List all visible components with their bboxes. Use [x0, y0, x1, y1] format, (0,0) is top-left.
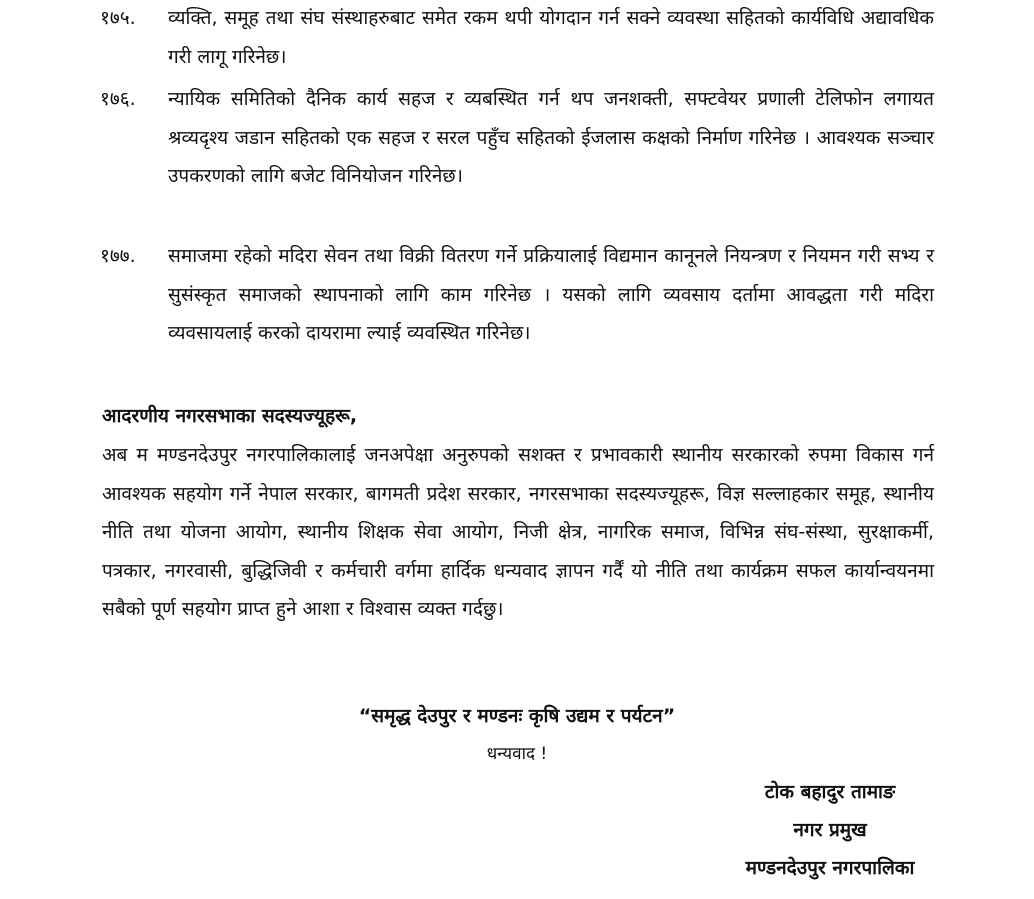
- slogan: “समृद्ध देउपुर र मण्डनः कृषि उद्यम र पर्यटन”: [358, 705, 676, 727]
- item-number: १७७.: [100, 245, 136, 267]
- item-text: समाजमा रहेको मदिरा सेवन तथा विक्री वितरण गर्ने प्रक्रियालाई विद्यमान कानूनले नियन्त्रण र नियमन गरी सभ्य र सुसंस्कृत समाजको स्थापनाको लागि काम गरिनेछ । यसको लागि व्यवसाय दर्तामा आवद्धता गरी मदिरा व्यवसायलाई करको दायरामा ल्याई व्यवस्थित गरिनेछ।: [168, 245, 934, 344]
- list-item: [100, 80, 934, 196]
- item-number: १७६.: [100, 88, 136, 110]
- thanks-text: धन्यवाद !: [486, 744, 548, 764]
- closing-paragraph: अब म मण्डनदेउपुर नगरपालिकालाई जनअपेक्षा अनुरुपको सशक्त र प्रभावकारी स्थानीय सरकारको रुपमा विकास गर्न आवश्यक सहयोग गर्ने नेपाल सरकार, बागमती प्रदेश सरकार, नगरसभाका सदस्यज्यूहरू, विज्ञ सल्लाहकार समूह, स्थानीय नीति तथा योजना आयोग, स्थानीय शिक्षक सेवा आयोग, निजी क्षेत्र, नागरिक समाज, विभिन्न संघ-संस्था, सुरक्षाकर्मी, पत्रकार, नगरवासी, बुद्धिजिवी र कर्मचारी वर्गमा हार्दिक धन्यवाद ज्ञापन गर्दैं यो नीति तथा कार्यक्रम सफल कार्यान्वयनमा सबैको पूर्ण सहयोग प्राप्त हुने आशा र विश्वास व्यक्त गर्दछु।: [102, 444, 934, 621]
- item-text: व्यक्ति, समूह तथा संघ संस्थाहरुबाट समेत रकम थपी योगदान गर्न सक्ने व्यवस्था सहितको कार्यविधि अद्यावधिक गरी लागू गरिनेछ।: [168, 7, 934, 68]
- signatory-name: टोक बहादुर तामाङ: [764, 781, 896, 803]
- item-number: १७५.: [100, 7, 136, 29]
- list-item: [100, 237, 934, 353]
- list-item: [100, 0, 934, 76]
- signatory-office: मण्डनदेउपुर नगरपालिका: [745, 857, 915, 879]
- salutation-heading: आदरणीय नगरसभाका सदस्यज्यूहरू,: [102, 405, 358, 427]
- signatory-designation: नगर प्रमुख: [793, 819, 867, 841]
- item-text: न्यायिक समितिको दैनिक कार्य सहज र व्यबस्थित गर्न थप जनशक्ती, सफ्टवेयर प्रणाली टेलिफोन लगायत श्रव्यदृश्य जडान सहितको एक सहज र सरल पहुँच सहितको ईजलास कक्षको निर्माण गरिनेछ । आवश्यक सञ्चार उपकरणको लागि बजेट विनियोजन गरिनेछ।: [168, 88, 934, 187]
